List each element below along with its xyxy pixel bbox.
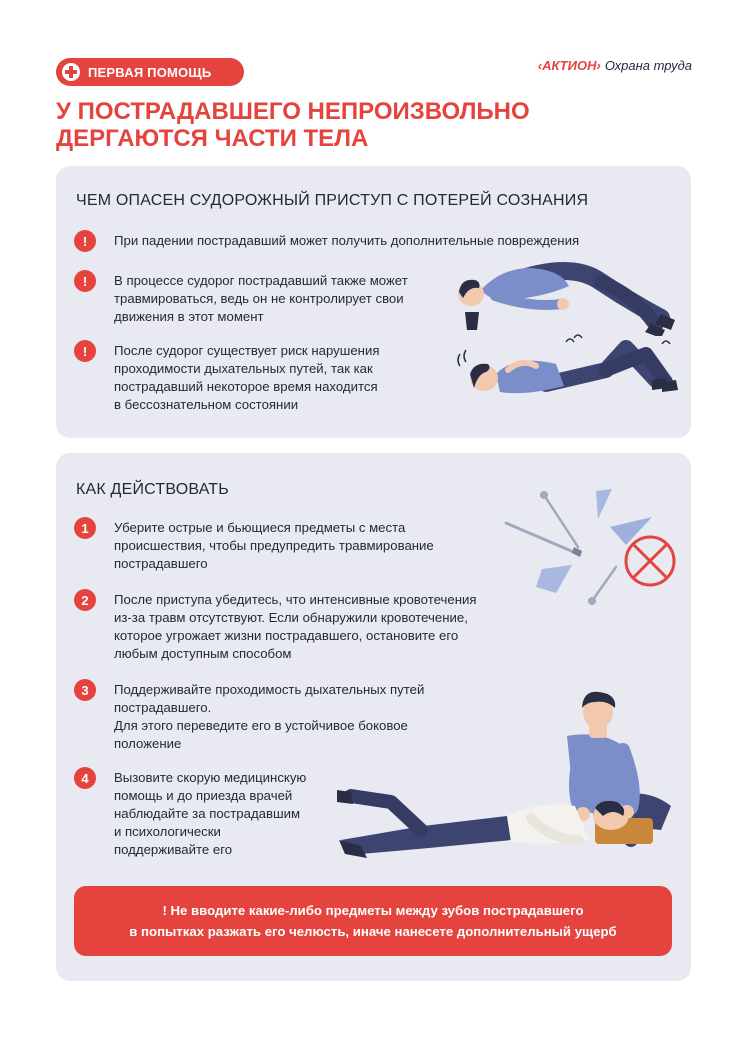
exclamation-icon: !	[74, 230, 96, 252]
title-line: У ПОСТРАДАВШЕГО НЕПРОИЗВОЛЬНО	[56, 98, 530, 125]
action-step-text	[114, 519, 434, 573]
first-aid-badge	[56, 58, 244, 86]
step-number-badge: 4	[74, 767, 96, 789]
danger-item-text	[114, 232, 579, 250]
text-line: Для этого переведите его в устойчивое боковое	[114, 718, 408, 733]
text-line: травмироваться, ведь он не контролирует свои	[114, 291, 404, 306]
step-number-badge: 2	[74, 589, 96, 611]
step-number-badge: 3	[74, 679, 96, 701]
action-step	[74, 591, 477, 663]
actions-panel	[56, 453, 691, 981]
badge-label: ПЕРВАЯ ПОМОЩЬ	[88, 64, 212, 80]
medical-cross-icon	[62, 63, 80, 81]
convulsing-person-illustration	[451, 252, 681, 336]
danger-item	[74, 272, 408, 326]
action-step-text	[114, 591, 477, 663]
text-line: Поддерживайте проходимость дыхательных путей	[114, 682, 425, 697]
danger-item	[74, 232, 579, 252]
text-line: Уберите острые и бьющиеся предметы с места	[114, 520, 406, 535]
text-line: пострадавшего	[114, 556, 208, 571]
text-line: После приступа убедитесь, что интенсивные кровотечения	[114, 592, 477, 607]
text-line: После судорог существует риск нарушения	[114, 343, 380, 358]
sharp-objects-illustration	[496, 489, 686, 607]
page-title	[56, 98, 696, 152]
title-line: ДЕРГАЮТСЯ ЧАСТИ ТЕЛА	[56, 125, 369, 152]
text-line: Вызовите скорую медицинскую	[114, 770, 307, 785]
exclamation-icon: !	[74, 270, 96, 292]
brand-subtitle: Охрана труда	[604, 58, 692, 73]
brand-logo	[538, 58, 692, 73]
action-step	[74, 769, 306, 859]
text-line: наблюдайте за пострадавшим	[114, 806, 301, 821]
text-line: которое угрожает жизни пострадавшего, остановите его	[114, 628, 459, 643]
text-line: поддерживайте его	[114, 842, 233, 857]
text-line: происшествия, чтобы предупредить травмирование	[114, 538, 434, 553]
danger-item	[74, 342, 379, 414]
text-line: В процессе судорог пострадавший также может	[114, 273, 408, 288]
exclamation-icon: !	[74, 340, 96, 362]
text-line: из-за травм отсутствуют. Если обнаружили кровотечение,	[114, 610, 468, 625]
warning-line: ! Не вводите какие-либо предметы между зубов пострадавшего	[162, 903, 584, 918]
text-line: в бессознательном состоянии	[114, 397, 299, 412]
danger-heading: ЧЕМ ОПАСЕН СУДОРОЖНЫЙ ПРИСТУП С ПОТЕРЕЙ СОЗНАНИЯ	[76, 192, 589, 209]
action-step-text	[114, 769, 306, 859]
text-line: пострадавший некоторое время находится	[114, 379, 378, 394]
text-line: движения в этот момент	[114, 309, 264, 324]
person-after-seizure-illustration	[456, 334, 681, 404]
step-number-badge: 1	[74, 517, 96, 539]
text-line: проходимости дыхательных путей, так как	[114, 361, 373, 376]
warning-line: в попытках разжать его челюсть, иначе нанесете дополнительный ущерб	[129, 924, 617, 939]
danger-item-text	[114, 342, 379, 414]
danger-panel	[56, 166, 691, 438]
recovery-position-illustration	[331, 690, 676, 870]
danger-item-text	[114, 272, 408, 326]
text-line: пострадавшего.	[114, 700, 212, 715]
text-line: любым доступным способом	[114, 646, 292, 661]
text-line: и психологически	[114, 824, 221, 839]
actions-heading: КАК ДЕЙСТВОВАТЬ	[76, 481, 229, 498]
text-line: При падении пострадавший может получить дополнительные повреждения	[114, 233, 580, 248]
brand-name: ‹АКТИОН›	[537, 58, 601, 73]
warning-banner	[74, 886, 672, 956]
text-line: положение	[114, 736, 182, 751]
text-line: помощь и до приезда врачей	[114, 788, 293, 803]
action-step	[74, 519, 434, 573]
